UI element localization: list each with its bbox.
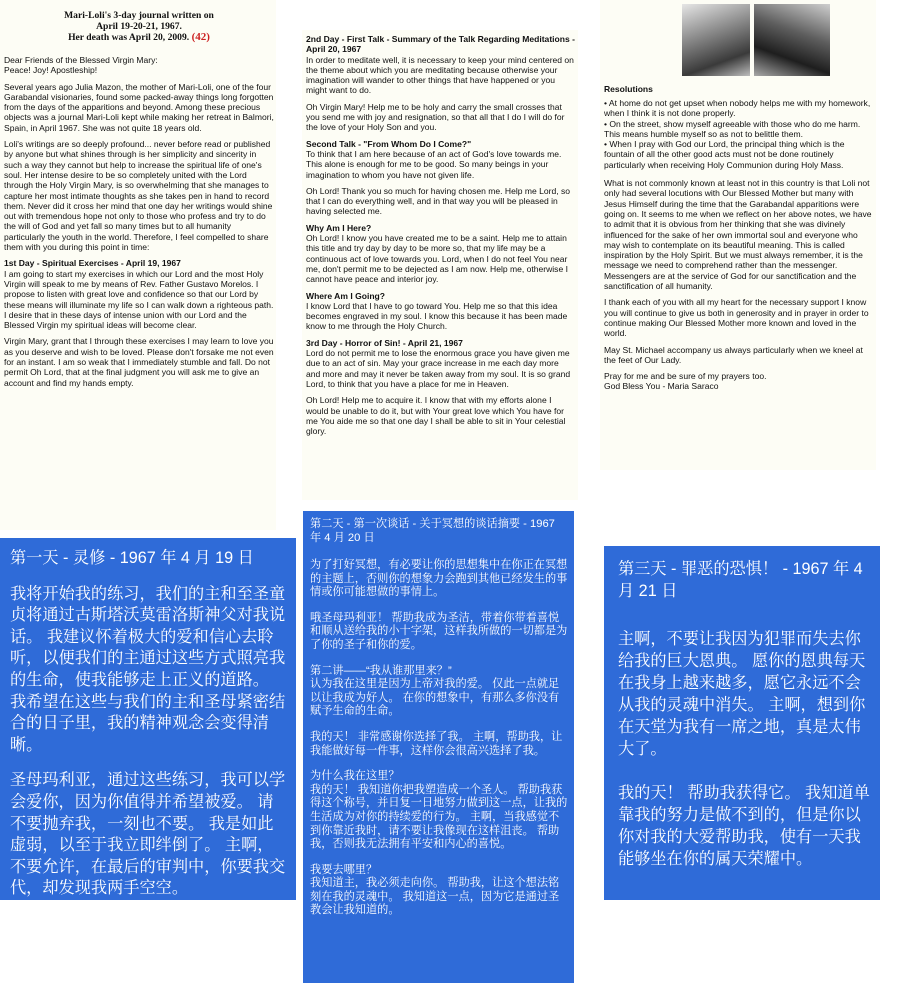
where-am-i-going-title: Where Am I Going?	[306, 290, 385, 301]
day2-text-1: In order to meditate well, it is necessary to keep your mind centered on the theme about which you are meditating because otherwise your imagination will wander to other things that have happened or you might want to do.	[306, 54, 574, 96]
chinese-day1-text-2: 圣母玛利亚，通过这些练习，我可以学会爱你，因为你值得并希望被爱。 请不要抛弃我，一刻也不要。 我是如此虚弱，以至于我立即绊倒了。 主啊，不要允许，在最后的审判中，你要我交代，却发现我两手空空。	[10, 771, 286, 898]
chinese-day3-box	[604, 546, 880, 900]
why-am-i-here-text: Oh Lord! I know you have created me to be a saint. Help me to attain this title and try day by day to be more so, that my life may be a continuous act of love towards you. Lord, when I do not feel You near me, don't permit me to be dejected as I am now. Help me, otherwise I cannot have peace and interior joy.	[306, 233, 568, 285]
chinese-day3-text-2: 我的天！ 帮助我获得它。 我知道单靠我的努力是做不到的，但是你以你对我的大爱帮助我，使有一天我能够坐在你的属天荣耀中。	[618, 784, 870, 868]
chinese-day3-title: 第三天 - 罪恶的恐惧！ - 1967 年 4 月 21 日	[618, 560, 863, 600]
chinese-day2-text-4: 我的天！ 非常感谢你选择了我。 主啊，帮助我，让我能做好每一件事，这样你会很高兴选择了我。	[310, 730, 563, 757]
second-talk-text-2: Oh Lord! Thank you so much for having chosen me. Help me Lord, so that I can do everything well, and in that way you will be pleased in having selected me.	[306, 185, 570, 217]
girl-portrait-photo	[754, 4, 830, 76]
chinese-day2-text-2: 哦圣母玛利亚！ 帮助我成为圣洁，带着你带着喜悦和顺从送给我的小十字架，这样我所做的一切都是为了你的圣子和你的爱。	[310, 611, 568, 651]
header-death-date: Her death was April 20, 2009.	[68, 32, 190, 43]
photo-strip	[604, 0, 874, 80]
header-line-3	[4, 32, 274, 43]
chinese-day1-title: 第一天 - 灵修 - 1967 年 4 月 19 日	[10, 549, 254, 567]
child-photo	[682, 4, 750, 76]
where-am-i-going-text: I know Lord that I have to go toward You. Help me so that this idea becomes engraved in my soul. I know this because it has been made know to me through the Holy Church.	[306, 300, 568, 332]
day2-text-2: Oh Virgin Mary! Help me to be holy and carry the small crosses that you send me with joy and resignation, so that all that I do I will do for the love of your Holy Son and you.	[306, 101, 565, 133]
header-line-1: Mari-Loli's 3-day journal written on	[64, 10, 214, 21]
resolutions-list	[604, 98, 874, 170]
chinese-day2-text-1: 为了打好冥想，有必要让你的思想集中在你正在冥想的主题上，否则你的想象力会跑到其他已经发生的事情或你可能想做的事情上。	[310, 559, 568, 599]
chinese-day2-text-6: 我要去哪里？ 我知道主，我必须走向你。 帮助我，让这个想法铭刻在我的灵魂中。 我知道这一点，因为它是通过圣教会让我知道的。	[310, 863, 560, 917]
intro-paragraph-1: Several years ago Julia Mazon, the mother of Mari-Loli, one of the four Garabandal visionaries, found some packed-away things long forgotten from the days of the apparitions and beyond. Among these precious objects was a journal Mari-Loli kept while making her retreat in Balmori, Spain, in April 1967. She was not quite 18 years old.	[4, 81, 274, 133]
chinese-day2-text-3: 第二讲——“我从谁那里来？” 认为我在这里是因为上帝对我的爱。 仅此一点就足以让我成为好人。 在你的想象中，有那么多你没有赋予生命的生命。	[310, 664, 560, 718]
page-header	[4, 10, 274, 43]
intro-paragraph-2: Loli's writings are so deeply profound... never before read or published by anyone but what shines through is her simplicity and sincerity in such a way they cannot but help to increase the spiritual life of one's soul. Her intense desire to be so completely united with the Lord through the Holy Virgin Mary, is so overwhelming that she manages to capture her most intimate thoughts as she takes pen in hand to record them. Never did it cross her mind that one day her writings would shine out with tremendous hope not only to those who profess and try to do the will of God and yet fall so many times but to all humanity particularly the youth in the world. Therefore, I feel compelled to share them with you during this point in time:	[4, 139, 273, 253]
journal-intro-column	[0, 0, 276, 530]
day1-text: I am going to start my exercises in which our Lord and the most Holy Virgin will speak to me by means of Rev. Father Gustavo Morelos. I propose to listen with great love and confidence so that our Lord by these means will illuminate my life so I can walk down a righteous path. I desire that in these days of intense union with our Lord and the Blessed Virgin my spiritual ideas will become clear.	[4, 268, 274, 331]
commentary-paragraph-3: May St. Michael accompany us always particularly when we kneel at the feet of Our Lady.	[604, 344, 863, 365]
resolution-item: • When I pray with God our Lord, the principal thing which is the fountain of all the other good acts must not be done routinely particularly when receiving Holy Communion during Holy Mass.	[604, 139, 845, 170]
day1-title: 1st Day - Spiritual Exercises - April 19, 1967	[4, 258, 181, 269]
resolutions-column	[600, 0, 876, 470]
day1-prayer: Virgin Mary, grant that I through these exercises I may learn to love you as you deserve and wish to be loved. Please don't forsake me not even for an instant. I am so weak that I immediately stumble and fall. Do not permit Oh Lord, that at the final judgment you will ask me to give an account and find my hands empty.	[4, 336, 274, 388]
page-number: (42)	[191, 31, 210, 43]
resolution-item: • On the street, show myself agreeable with those who do me harm. This means humble myself so as not to belittle them.	[604, 118, 861, 139]
commentary-paragraph-1: What is not commonly known at least not in this country is that Loli not only had several locutions with Our Blessed Mother but many with Jesus Himself during the time that the Garabandal apparitions were going on. It seems to me when we reflect on her above notes, we have to admit that it is obvious from her thinking that she was divinely influenced for the sake of her own immortal soul and everyone who may wish to contemplate on its beautiful meaning. This is called inspiration by the Holy Spirit. But we must always remember, it is the message we need to comprehend rather than the messenger. Messengers are at the service of God for our sanctification and the sanctification of all humanity.	[604, 178, 872, 292]
second-talk-title: Second Talk - "From Whom Do I Come?"	[306, 138, 472, 149]
day2-day3-column	[302, 30, 578, 500]
greeting: Dear Friends of the Blessed Virgin Mary: Peace! Joy! Apostleship!	[4, 55, 158, 76]
commentary-paragraph-2: I thank each of you with all my heart for the necessary support I know you will continue to give us both in generosity and in prayer in order to continue making Our Blessed Mother more known and loved in the world.	[604, 297, 869, 339]
chinese-day1-box	[0, 538, 296, 900]
header-line-2: April 19-20-21, 1967.	[96, 21, 182, 32]
day2-title: 2nd Day - First Talk - Summary of the Talk Regarding Meditations - April 20, 1967	[306, 34, 575, 55]
second-talk-text-1: To think that I am here because of an act of God's love towards me. This alone is enough for me to be good. So many beings in your imagination to whom you have not given life.	[306, 148, 562, 180]
chinese-day1-text-1: 我将开始我的练习，我们的主和至圣童贞将通过古斯塔沃莫雷洛斯神父对我说话。 我建议怀着极大的爱和信心去聆听，以便我们的主通过这些方式照亮我的生命，使我能够走上正义的道路。 我希望在这些与我们的主和圣母紧密结合的日子里，我的精神观念会变得清晰。	[10, 584, 286, 754]
chinese-day2-text-5: 为什么我在这里？ 我的天！ 我知道你把我塑造成一个圣人。 帮助我获得这个称号，并日复一日地努力做到这一点，让我的生活成为对你的持续爱的行为。 主啊，当我感觉不到你靠近我时，请不要让我像现在这样沮丧。 帮助我，否则我无法拥有平安和内心的喜悦。	[310, 770, 568, 851]
resolutions-title: Resolutions	[604, 84, 653, 94]
resolution-item: • At home do not get upset when nobody helps me with my homework, when I think it is not done properly.	[604, 98, 871, 119]
chinese-day3-text-1: 主啊，不要让我因为犯罪而失去你给我的巨大恩典。 愿你的恩典每天在我身上越来越多，愿它永远不会从我的灵魂中消失。 主啊，想到你在天堂为我有一席之地，真是太伟大了。	[618, 630, 866, 758]
day3-title: 3rd Day - Horror of Sin! - April 21, 1967	[306, 337, 463, 348]
day3-text-1: Lord do not permit me to lose the enormous grace you have given me due to an act of sin. May your grace increase in me each day more and more and may it never be taken away from my soul. It is so grand Lord, to think that you have a place for me in Heaven.	[306, 348, 571, 389]
day3-text-2: Oh Lord! Help me to acquire it. I know that with my efforts alone I would be unable to do it, but with Your great love which You have for me You aide me so that one day I shall be able to sit in Your celestial glory.	[306, 395, 566, 437]
chinese-day2-title: 第二天 - 第一次谈话 - 关于冥想的谈话摘要 - 1967 年 4 月 20 日	[310, 518, 555, 544]
why-am-i-here-title: Why Am I Here?	[306, 222, 372, 233]
chinese-day2-box	[303, 511, 574, 983]
signature: Pray for me and be sure of my prayers too. God Bless You - Maria Saraco	[604, 371, 767, 392]
